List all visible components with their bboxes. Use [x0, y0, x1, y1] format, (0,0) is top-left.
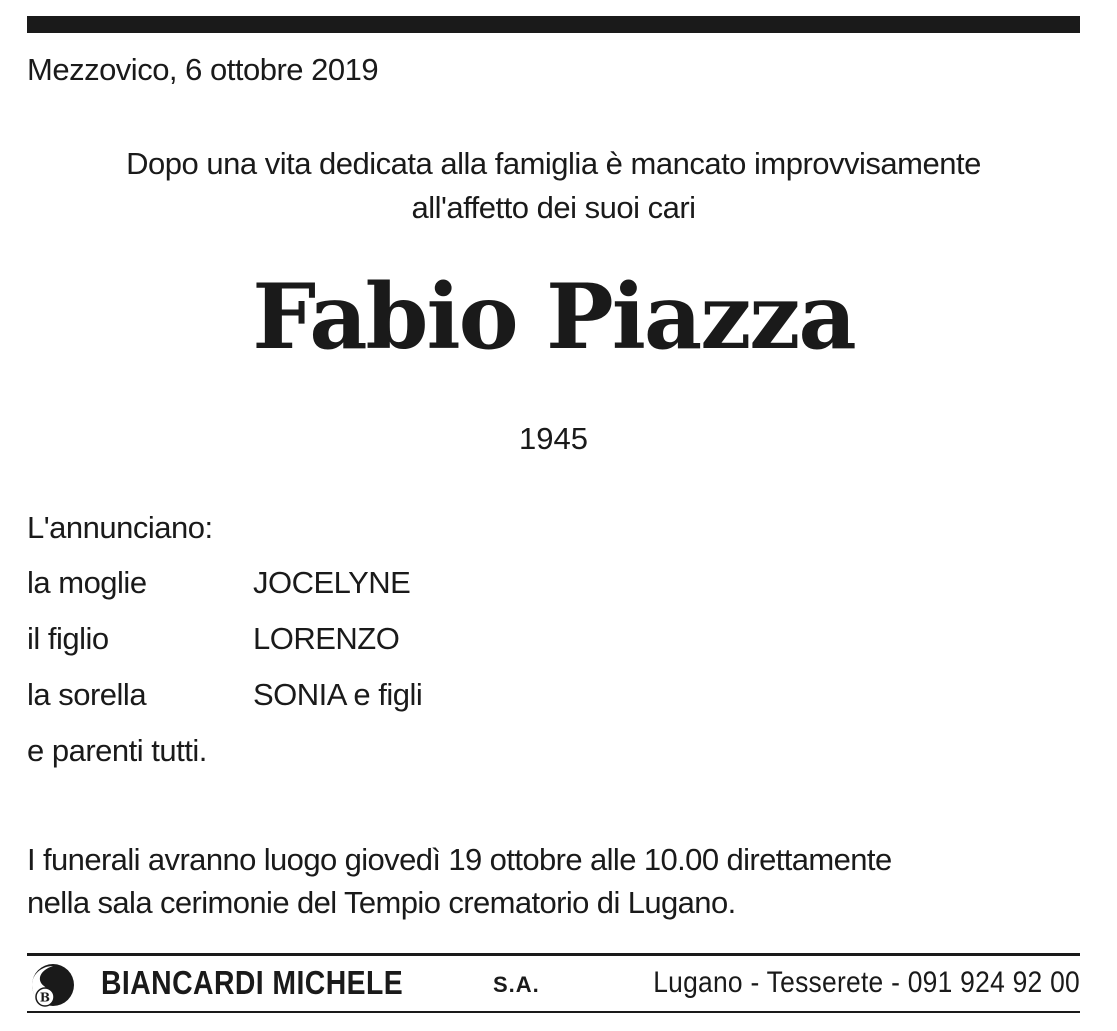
relative-name: JOCELYNE — [253, 565, 411, 600]
relation-label: la moglie — [27, 565, 147, 600]
firm-name: BIANCARDI MICHELE — [101, 964, 404, 1001]
relative-row-sister — [27, 677, 727, 717]
footer-top-rule — [27, 953, 1080, 956]
firm-contact: Lugano - Tesserete - 091 924 92 00 — [653, 966, 1080, 999]
logo-letter: B — [39, 990, 51, 1005]
funeral-info-line-1: I funerali avranno luogo giovedì 19 ottobre alle 10.00 direttamente — [27, 842, 892, 877]
funeral-home-logo-icon — [30, 962, 76, 1008]
firm-suffix: S.A. — [493, 972, 540, 997]
relative-name: SONIA e figli — [253, 677, 423, 712]
relation-label: la sorella — [27, 677, 147, 712]
intro-line-2: all'affetto dei suoi cari — [411, 190, 696, 225]
closing-line: e parenti tutti. — [27, 733, 207, 768]
place-date: Mezzovico, 6 ottobre 2019 — [27, 52, 379, 87]
relative-row-wife — [27, 565, 727, 605]
birth-year: 1945 — [519, 421, 588, 456]
relative-name: LORENZO — [253, 621, 400, 656]
funeral-info-line-2: nella sala cerimonie del Tempio crematorio di Lugano. — [27, 885, 736, 920]
relation-label: il figlio — [27, 621, 109, 656]
relative-row-son — [27, 621, 727, 661]
announcers-label: L'annunciano: — [27, 510, 213, 545]
top-black-bar — [27, 16, 1080, 33]
intro-line-1: Dopo una vita dedicata alla famiglia è mancato improvvisamente — [126, 146, 981, 181]
footer-bottom-rule — [27, 1011, 1080, 1013]
deceased-name: Fabio Piazza — [252, 264, 855, 370]
